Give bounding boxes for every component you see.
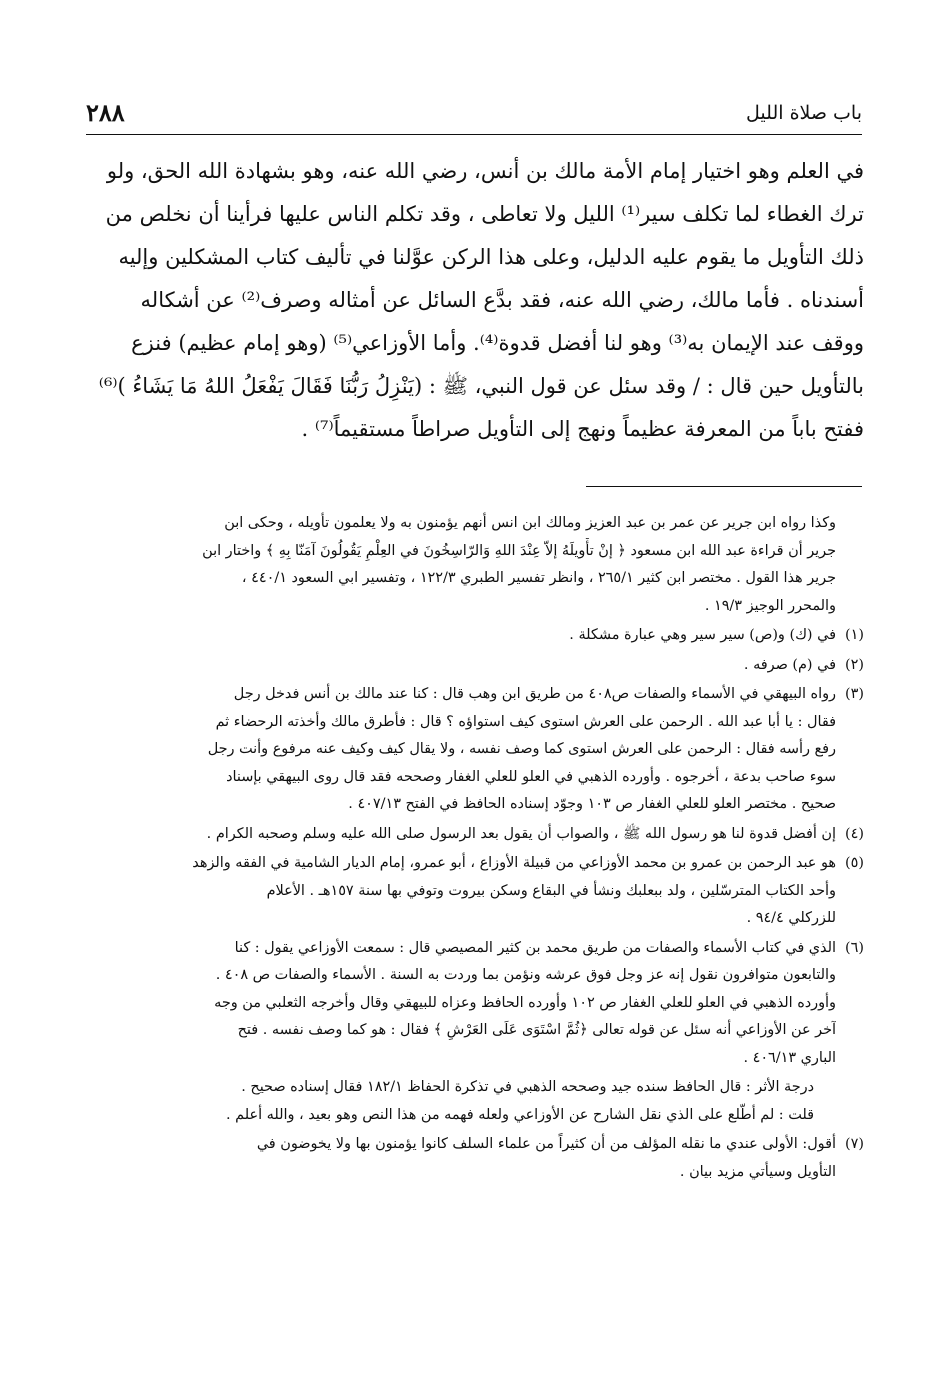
footnote-line: في (ك) و(ص) سير سير وهي عبارة مشكلة .	[569, 627, 836, 643]
footnote-line: وأورده الذهبي في العلو للعلي الغفار ص ١٠٢ وأورده الحافظ وعزاه للبيهقي وقال وأخرجه الثعلبي من وجه	[214, 994, 836, 1011]
footnote-line: وأحد الكتاب المترسّلين ، ولد ببعلبك ونشأ في البقاع وسكن بيروت وتوفي بها سنة ١٥٧هـ . الأعلام	[266, 882, 836, 899]
footnote-line: والمحرر الوجيز ١٩/٣ .	[704, 597, 836, 614]
footnote-line: والتابعون متوافرون نقول إنه عز وجل فوق عرشه ونؤمن بما وردت به السنة . الأسماء والصفات ص ٤٠٨ .	[215, 967, 836, 983]
header-rule	[86, 134, 862, 135]
footnote-number: (٤)	[845, 825, 864, 842]
main-line: ففتح باباً من المعرفة عظيماً ونهج إلى التأويل صراطاً مستقيماً⁽⁷⁾ .	[301, 417, 864, 441]
footnote-number: (١)	[845, 627, 864, 643]
footnote-line: إن أفضل قدوة لنا هو رسول الله ﷺ ، والصواب أن يقول بعد الرسول صلى الله عليه وسلم وصحبه الكرام .	[206, 825, 836, 842]
footnote-line: جرير هذا القول . مختصر ابن كثير ٢٦٥/١ ، وانظر تفسير الطبري ١٢٢/٣ ، وتفسير ابي السعود ٤٤٠/١ ،	[241, 570, 836, 586]
footnote-line: فقال : يا أبا عبد الله . الرحمن على العرش استوى كيف استواؤه ؟ قال : فأطرق مالك وأخذته الرحضاء ثم	[215, 713, 836, 730]
footnote-line: قلت : لم أطّلع على الذي نقل الشارح عن الأوزاعي ولعله فهمه من هذا النص وهو بعيد ، والله أعلم .	[226, 1106, 814, 1123]
footnote-line: أقول: الأولى عندي ما نقله المؤلف من أن كثيراً من علماء السلف كانوا يؤمنون بها ولا يخوضون في	[256, 1136, 836, 1152]
footnote-1	[78, 622, 864, 650]
footnote-6-remarks	[78, 1074, 864, 1129]
footnote-line: وكذا رواه ابن جرير عن عمر بن عبد العزيز ومالك ابن انس أنهم يؤمنون به ولا يعلمون تأويله ، وحكى ابن	[224, 515, 836, 531]
page-header	[86, 98, 862, 132]
footnote-line: سوء صاحب بدعة ، أخرجوه . وأورده الذهبي في العلو للعلي الغفار وصححه فقد قال روى البيهقي بإسناد	[226, 768, 836, 785]
footnote-3	[78, 681, 864, 819]
main-line: أسندناه . فأما مالك، رضي الله عنه، فقد بدَّع السائل عن أمثاله وصرف⁽²⁾ عن أشكاله	[140, 288, 864, 312]
main-text	[80, 150, 864, 451]
footnote-line: آخر عن الأوزاعي أنه سئل عن قوله تعالى ﴿ثُمَّ اسْتَوَى عَلَى العَرْشِ ﴾ فقال : هو كما وصف نفسه . فتح	[237, 1022, 836, 1038]
main-line: بالتأويل حين قال : / وقد سئل عن قول النبي، ﷺ : (يَنْزِلُ رَبُّنَا فَقَالَ يَفْعَلُ اللهُ مَا يَشَاءُ )⁽⁶⁾	[98, 374, 864, 398]
footnote-5	[78, 850, 864, 933]
footnote-2	[78, 652, 864, 680]
footnote-4	[78, 821, 864, 849]
footnote-line: للزركلي ٩٤/٤ .	[746, 910, 836, 926]
footnote-6	[78, 935, 864, 1073]
footnote-line: رواه البيهقي في الأسماء والصفات ص٤٠٨ من طريق ابن وهب قال : كنا عند مالك بن أنس فدخل رجل	[233, 686, 836, 702]
footnote-number: (٢)	[845, 656, 864, 673]
footnote-line: الباري ٤٠٦/١٣ .	[743, 1049, 836, 1066]
footnote-number: (٣)	[845, 686, 864, 702]
footnotes	[78, 510, 864, 1188]
footnote-line: الذي في كتاب الأسماء والصفات من طريق محمد بن كثير المصيصي قال : سمعت الأوزاعي يقول : كنا	[234, 939, 836, 956]
footnote-number: (٧)	[845, 1136, 864, 1152]
main-line: في العلم وهو اختيار إمام الأمة مالك بن أنس، رضي الله عنه، وهو بشهادة الله الحق، ولو	[106, 159, 864, 183]
footnote-line: هو عبد الرحمن بن عمرو بن محمد الأوزاعي من قبيلة الأوزاع ، أبو عمرو، إمام الديار الشامية في الفقه والزهد	[192, 855, 836, 871]
main-line: ترك الغطاء لما تكلف سير⁽¹⁾ الليل ولا تعاطى ، وقد تكلم الناس عليها فرأينا أن نخلص من	[105, 202, 864, 226]
page-number: ٢٨٨	[86, 98, 125, 127]
footnote-line: درجة الأثر : قال الحافظ سنده جيد وصححه الذهبي في تذكرة الحفاظ ١٨٢/١ فقال إسناده صحيح .	[241, 1079, 814, 1095]
footnote-line: التأويل وسيأتي مزيد بيان .	[679, 1163, 836, 1180]
running-title: باب صلاة الليل	[746, 102, 862, 124]
footnote-number: (٦)	[845, 939, 864, 956]
footnote-number: (٥)	[845, 855, 864, 871]
footnote-continuation	[78, 510, 864, 620]
footnote-line: جرير أن قراءة عبد الله ابن مسعود ﴿ إنْ تأْويلَهُ إلاّ عِنْدَ اللهِ وَالرّاسِخُونَ في العِلْمِ يَقُولُونَ آمَنّا بِهِ ﴾ واختار ابن	[202, 542, 836, 559]
footnote-7	[78, 1131, 864, 1186]
footnote-separator	[586, 486, 862, 487]
footnote-line: صحيح . مختصر العلو للعلي الغفار ص ١٠٣ وجوّد إسناده الحافظ في الفتح ٤٠٧/١٣ .	[348, 796, 836, 812]
main-line: ووقف عند الإيمان به⁽³⁾ وهو لنا أفضل قدوة⁽⁴⁾. وأما الأوزاعي⁽⁵⁾ (وهو إمام عظيم) فنزع	[131, 331, 864, 355]
main-line: ذلك التأويل ما يقوم عليه الدليل، وعلى هذا الركن عوَّلنا في تأليف كتاب المشكلين وإليه	[118, 245, 864, 269]
footnote-line: في (م) صرفه .	[743, 656, 836, 673]
footnote-line: رفع رأسه فقال : الرحمن على العرش استوى كما وصف نفسه ، ولا يقال كيف وكيف عنه مرفوع وأنت رجل	[207, 741, 836, 757]
